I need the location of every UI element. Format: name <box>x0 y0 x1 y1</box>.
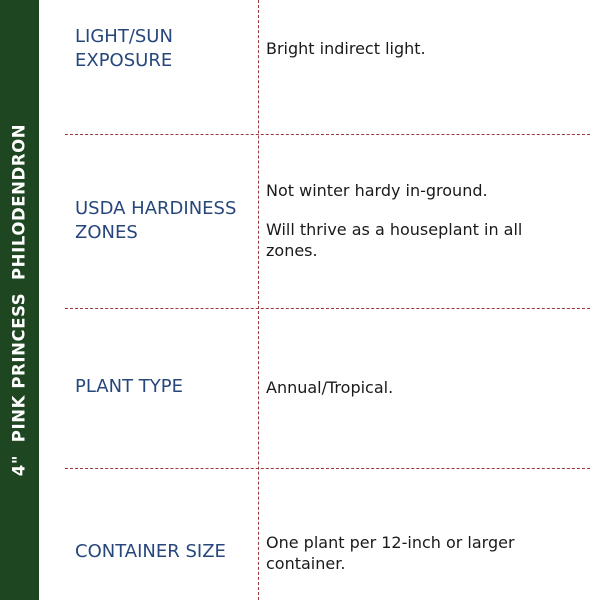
column-divider <box>258 0 259 600</box>
plant-type-label: PLANT TYPE <box>75 376 184 397</box>
row-divider <box>65 134 590 135</box>
product-title: 4" PINK PRINCESS PHILODENDRON <box>9 123 29 477</box>
usda-hardiness-zones-label: USDA HARDINESS ZONES <box>75 198 237 243</box>
product-title-sidebar <box>0 0 39 600</box>
row-divider <box>65 468 590 469</box>
container-size-label: CONTAINER SIZE <box>75 541 226 562</box>
light-sun-exposure-value: Bright indirect light. <box>266 39 426 58</box>
usda-hardiness-zones-value: Not winter hardy in-ground. <box>266 181 488 200</box>
usda-hardiness-zones-note: Will thrive as a houseplant in all zones. <box>266 220 523 260</box>
plant-type-value: Annual/Tropical. <box>266 378 394 397</box>
row-divider <box>65 308 590 309</box>
container-size-value: One plant per 12-inch or larger container. <box>266 533 515 573</box>
light-sun-exposure-label: LIGHT/SUN EXPOSURE <box>75 26 173 71</box>
